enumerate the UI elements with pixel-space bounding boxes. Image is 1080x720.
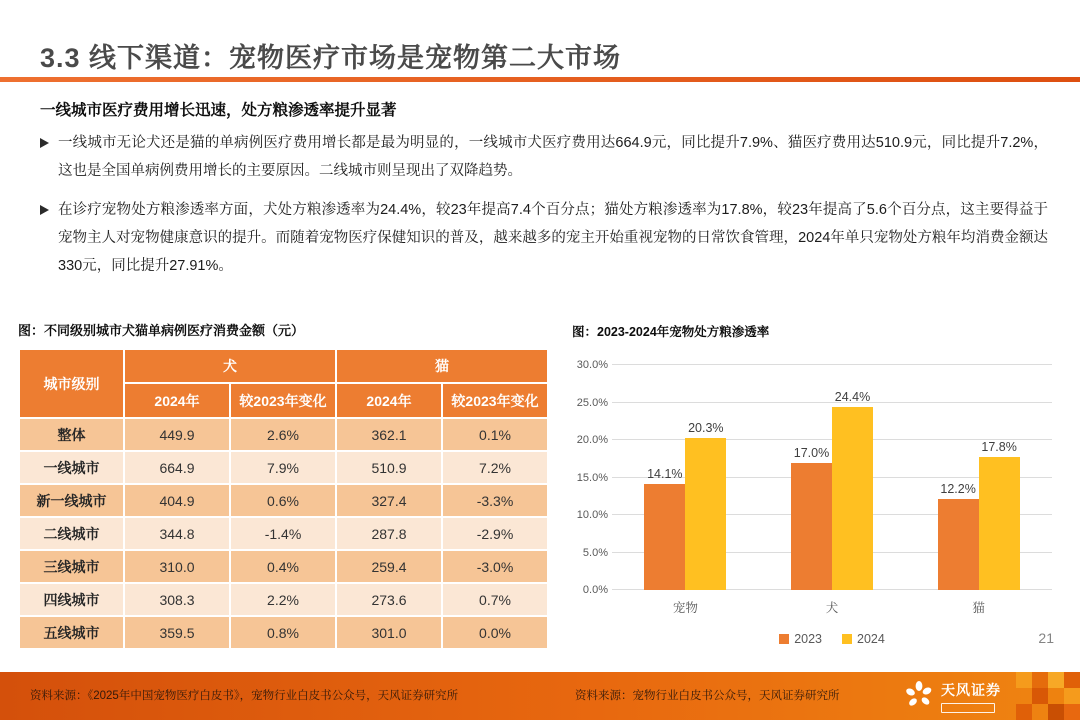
bar-value-label: 17.0% [793,445,830,460]
table-cell: -2.9% [443,518,547,549]
bar-value-label: 17.8% [981,439,1017,454]
table-row-label: 整体 [20,419,123,450]
bullet-item [40,196,1048,280]
table-cell: 287.8 [337,518,441,549]
chart-bars [612,365,1052,590]
y-axis-tick-label: 15.0% [576,471,608,484]
x-axis-category-label: 犬 [825,601,839,615]
flower-logo-icon [903,679,935,716]
medical-cost-table [18,348,549,650]
table-cell: 2.2% [231,584,335,615]
bullet-text: 在诊疗宠物处方粮渗透率方面，犬处方粮渗透率为24.4%，较23年提高7.4个百分点；猫处方粮渗透率为17.8%，较23年提高了5.6个百分点，这主要得益于宠物主人对宠物健康意识的提升。而随着宠物医疗保健知识的普及，越来越多的宠主开始重视宠物的日常饮食管理，2024年单只宠物处方粮年均消费金额达330元，同比提升27.91%。 [58,202,1048,274]
table-cell: 404.9 [125,485,229,516]
table-cell: 7.2% [443,452,547,483]
source-note-left: 资料来源：《2025年中国宠物医疗白皮书》，宠物行业白皮书公众号，天风证券研究所 [30,690,459,702]
source-note-right: 资料来源：宠物行业白皮书公众号，天风证券研究所 [575,690,840,702]
y-axis-tick-label: 20.0% [576,434,608,446]
chart-bar-2024 [979,457,1020,591]
table-cell: 0.6% [231,485,335,516]
bar-wrap [979,365,1020,590]
table-cell: -3.0% [443,551,547,582]
table-row-label: 三线城市 [20,551,123,582]
table-cell: 0.7% [443,584,547,615]
chart-bar-2024 [832,407,873,590]
legend-label: 2023 [794,632,822,646]
x-axis-category-label: 宠物 [672,601,698,615]
bullet-item [40,129,1048,185]
page-number: 21 [1038,630,1054,646]
bar-value-label: 24.4% [834,390,871,404]
bar-wrap [791,365,832,590]
page-title: 3.3 线下渠道：宠物医疗市场是宠物第二大市场 [40,43,622,73]
chart-bar-2023 [938,499,979,591]
y-axis-tick-label: 30.0% [576,359,608,371]
table-corner-header: 城市级别 [20,350,123,417]
legend-label: 2024 [857,632,885,646]
bar-group [644,365,726,590]
legend-swatch-icon [842,634,852,644]
bar-value-label: 12.2% [940,481,976,496]
table-cell: 362.1 [337,419,441,450]
table-row-label: 一线城市 [20,452,123,483]
summary-bullets [40,129,1048,291]
table-row [20,584,547,615]
arrow-bullet-icon [40,205,49,215]
chart-caption: 图：2023-2024年宠物处方粮渗透率 [572,325,770,339]
bar-wrap [832,365,873,590]
bar-wrap [938,365,979,590]
table-cell: -1.4% [231,518,335,549]
footer-mosaic-decoration [984,672,1080,720]
table-cell: 0.1% [443,419,547,450]
chart-bar-2024 [685,438,726,590]
table-row [20,617,547,648]
table-row [20,419,547,450]
table-cell: 7.9% [231,452,335,483]
table-sub-header: 2024年 [337,384,441,417]
x-axis-category-label: 猫 [972,601,985,615]
table-cell: 664.9 [125,452,229,483]
table-cell: 310.0 [125,551,229,582]
table-cell: 273.6 [337,584,441,615]
table-cell: 308.3 [125,584,229,615]
table-sub-header: 较2023年变化 [443,384,547,417]
footer-band [0,672,1080,720]
table-cell: 0.0% [443,617,547,648]
bullet-text: 一线城市无论犬还是猫的单病例医疗费用增长都是最为明显的，一线城市犬医疗费用达664.9元，同比提升7.9%、猫医疗费用达510.9元，同比提升7.2%，这也是全国单病例费用增长的主要原因。二线城市则呈现出了双降趋势。 [58,135,1048,179]
table-body [20,419,547,648]
table-cell: 301.0 [337,617,441,648]
table-cell: 2.6% [231,419,335,450]
bar-wrap [685,365,726,590]
chart-legend [612,632,1052,646]
y-axis-tick-label: 25.0% [576,396,608,409]
table-sub-header: 较2023年变化 [231,384,335,417]
bar-group [791,365,873,590]
table-cell: 449.9 [125,419,229,450]
table-cell: 0.4% [231,551,335,582]
table-row-label: 二线城市 [20,518,123,549]
table-cell: -3.3% [443,485,547,516]
bar-value-label: 14.1% [647,467,683,482]
bar-wrap [644,365,685,590]
table-row [20,452,547,483]
table-group-header-dog: 犬 [125,350,335,382]
table-row [20,485,547,516]
bar-value-label: 20.3% [688,420,724,435]
arrow-bullet-icon [40,138,49,148]
penetration-bar-chart [570,345,1060,655]
table-caption: 图：不同级别城市犬猫单病例医疗消费金额（元） [18,323,305,338]
table-cell: 359.5 [125,617,229,648]
legend-swatch-icon [779,634,789,644]
table-group-header-cat: 猫 [337,350,547,382]
y-axis-tick-label: 5.0% [582,546,608,559]
legend-item [842,632,885,646]
table-row [20,518,547,549]
chart-x-axis-labels [612,598,1052,616]
table-row-label: 五线城市 [20,617,123,648]
y-axis-tick-label: 0.0% [582,584,608,596]
title-underline [0,77,1080,82]
table-cell: 259.4 [337,551,441,582]
y-axis-tick-label: 10.0% [576,509,608,521]
table-row-label: 新一线城市 [20,485,123,516]
table-cell: 327.4 [337,485,441,516]
bar-group [938,365,1020,590]
table-cell: 344.8 [125,518,229,549]
brand-name: 天风证券 [941,682,1001,698]
table-row [20,551,547,582]
legend-item [779,632,822,646]
chart-bar-2023 [644,484,685,590]
table-cell: 0.8% [231,617,335,648]
chart-bar-2023 [791,463,832,591]
table-row-label: 四线城市 [20,584,123,615]
table-header [20,350,547,417]
table-cell: 510.9 [337,452,441,483]
table-sub-header: 2024年 [125,384,229,417]
section-heading: 一线城市医疗费用增长迅速，处方粮渗透率提升显著 [40,102,397,119]
